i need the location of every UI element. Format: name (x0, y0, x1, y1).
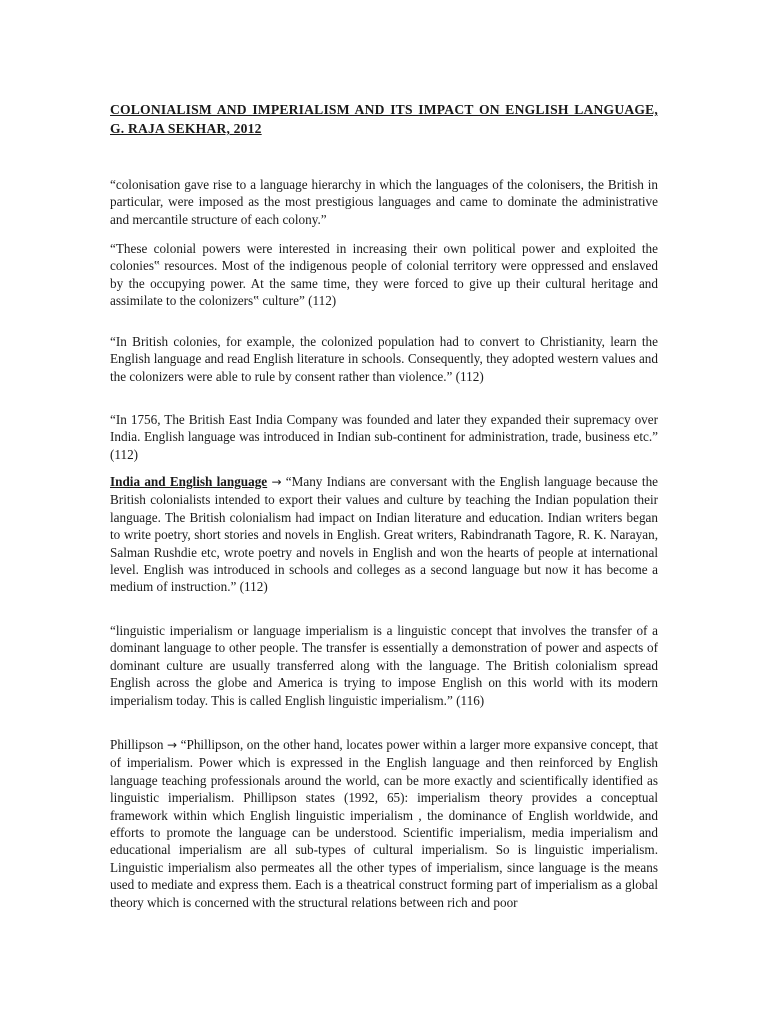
paragraph-colonial-powers (110, 240, 658, 310)
arrow-right-icon: → (271, 475, 282, 489)
paragraph-east-india-company (110, 411, 658, 463)
paragraph-colonisation-hierarchy (110, 176, 658, 228)
paragraph-text: “In British colonies, for example, the colonized population had to convert to Christianity, learn the English language and read English literature in schools. Consequently, they adopted western values and the colonizers were able to rule by consent rather than violence.” (112) (110, 334, 658, 384)
document-title: COLONIALISM AND IMPERIALISM AND ITS IMPACT ON ENGLISH LANGUAGE, G. RAJA SEKHAR, 2012 (110, 102, 658, 136)
paragraph-text: “Many Indians are conversant with the English language because the British colonialists intended to export their values and culture by teaching the Indian population their language. The British colonialism had impact on Indian literature and education. Indian writers began to write poetry, short stories and novels in English. Great writers, Rabindranath Tagore, R. K. Narayan, Salman Rushdie etc, wrote poetry and novels in English and won the hearts of people at international level. English was introduced in schools and colleges as a second language but now it has become a medium of instruction.” (112) (110, 474, 659, 595)
paragraph-linguistic-imperialism (110, 622, 658, 709)
paragraph-text: “colonisation gave rise to a language hierarchy in which the languages of the colonisers, the British in particular, were imposed as the most prestigious languages and came to dominate the administrative and mercantile structure of each colony.” (110, 177, 658, 227)
arrow-right-icon: → (167, 738, 178, 752)
paragraph-british-colonies (110, 333, 658, 385)
paragraph-phillipson (110, 736, 658, 911)
paragraph-text: “These colonial powers were interested in increasing their own political power and exploited the colonies‟ resources. Most of the indigenous people of colonial territory were oppressed and enslaved by the occupying power. At the same time, they were forced to give up their cultural heritage and assimilate to the colonizers‟ culture” (112) (110, 241, 658, 309)
section-heading-india-english: India and English language (110, 474, 268, 489)
paragraph-text: “In 1756, The British East India Company was founded and later they expanded their supremacy over India. English language was introduced in Indian sub-continent for administration, trade, business etc.” (112) (110, 412, 658, 462)
paragraph-text: “linguistic imperialism or language imperialism is a linguistic concept that involves the transfer of a dominant language to other people. The transfer is essentially a demonstration of power and aspects of dominant culture are usually transferred along with the language. The British colonialism spread English across the globe and America is trying to impose English on this world with its modern imperialism today. This is called English linguistic imperialism.” (116) (110, 623, 658, 708)
section-lead-phillipson: Phillipson (110, 737, 164, 752)
paragraph-india-english (110, 473, 658, 596)
paragraph-text: “Phillipson, on the other hand, locates power within a larger more expansive concept, that of imperialism. Power which is expressed in the English language and then reinforced by English language teaching professionals around the world, can be more exactly and scientifically identified as linguistic imperialism. Phillipson states (1992, 65): imperialism theory provides a conceptual framework within which English linguistic imperialism , the dominance of English worldwide, and efforts to promote the language can be understood. Scientific imperialism, media imperialism and educational imperialism are all sub-types of cultural imperialism. So is linguistic imperialism. Linguistic imperialism also permeates all the other types of imperialism, since language is the means used to mediate and express them. Each is a theatrical construct forming part of imperialism as a global theory which is concerned with the structural relations between rich and poor (110, 737, 659, 910)
